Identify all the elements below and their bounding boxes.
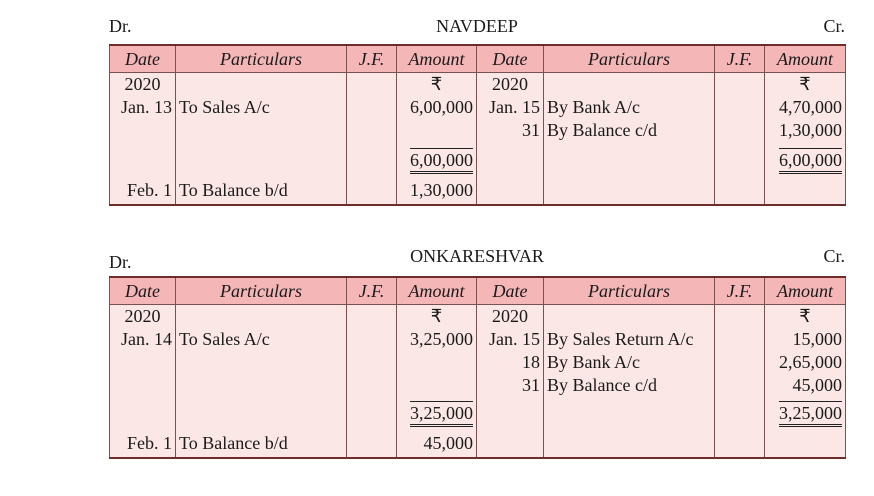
dr-date <box>110 142 176 176</box>
ledger-navdeep <box>109 16 845 206</box>
dr-particulars <box>176 351 347 374</box>
cr-date: 2020 <box>477 73 544 97</box>
cr-particulars <box>544 142 715 176</box>
dr-total: 6,00,000 <box>410 148 473 174</box>
dr-amount <box>397 119 477 142</box>
col-date-dr: Date <box>110 45 176 73</box>
cr-jf <box>715 142 765 176</box>
cr-currency-symbol: ₹ <box>765 305 846 329</box>
dr-total: 3,25,000 <box>410 401 473 427</box>
ledger-table <box>109 276 846 459</box>
col-jf-cr: J.F. <box>715 45 765 73</box>
cr-date <box>477 176 544 205</box>
table-row <box>110 119 846 142</box>
ledger-table <box>109 44 846 206</box>
ledger-header <box>109 246 845 270</box>
cr-date <box>477 397 544 429</box>
dr-total-cell <box>397 397 477 429</box>
col-date-dr: Date <box>110 277 176 305</box>
dr-date: 2020 <box>110 73 176 97</box>
dr-amount <box>397 374 477 397</box>
cr-total: 6,00,000 <box>779 148 842 174</box>
cr-jf <box>715 328 765 351</box>
table-row <box>110 96 846 119</box>
ledger-header <box>109 16 845 40</box>
col-particulars-cr: Particulars <box>544 45 715 73</box>
cr-amount: 1,30,000 <box>765 119 846 142</box>
cr-amount: 45,000 <box>765 374 846 397</box>
cr-particulars <box>544 73 715 97</box>
credit-side-label: Cr. <box>823 16 845 36</box>
dr-jf <box>347 96 397 119</box>
dr-jf <box>347 397 397 429</box>
cr-particulars <box>544 176 715 205</box>
cr-date: 2020 <box>477 305 544 329</box>
table-row <box>110 429 846 458</box>
table-row <box>110 351 846 374</box>
dr-amount: 6,00,000 <box>397 96 477 119</box>
cr-jf <box>715 374 765 397</box>
ledger-onkareshvar <box>109 246 845 459</box>
dr-currency-symbol: ₹ <box>397 73 477 97</box>
cr-date: 31 <box>477 119 544 142</box>
col-particulars-dr: Particulars <box>176 45 347 73</box>
cr-amount: 15,000 <box>765 328 846 351</box>
cr-amount <box>765 176 846 205</box>
total-row <box>110 397 846 429</box>
debit-side-label: Dr. <box>109 252 132 272</box>
table-row <box>110 328 846 351</box>
column-header-row <box>110 45 846 73</box>
cr-particulars: By Sales Return A/c <box>544 328 715 351</box>
dr-date: Feb. 1 <box>110 429 176 458</box>
cr-jf <box>715 351 765 374</box>
credit-side-label: Cr. <box>823 246 845 266</box>
dr-amount: 1,30,000 <box>397 176 477 205</box>
dr-date: 2020 <box>110 305 176 329</box>
cr-date: 18 <box>477 351 544 374</box>
dr-total-cell <box>397 142 477 176</box>
dr-amount <box>397 351 477 374</box>
cr-amount <box>765 429 846 458</box>
dr-jf <box>347 305 397 329</box>
dr-particulars <box>176 305 347 329</box>
cr-total-cell <box>765 397 846 429</box>
col-jf-dr: J.F. <box>347 277 397 305</box>
dr-date: Jan. 14 <box>110 328 176 351</box>
cr-date <box>477 429 544 458</box>
dr-particulars <box>176 73 347 97</box>
col-amount-cr: Amount <box>765 277 846 305</box>
cr-particulars: By Bank A/c <box>544 96 715 119</box>
cr-jf <box>715 176 765 205</box>
cr-date: 31 <box>477 374 544 397</box>
cr-jf <box>715 119 765 142</box>
col-amount-dr: Amount <box>397 277 477 305</box>
dr-date <box>110 397 176 429</box>
dr-jf <box>347 119 397 142</box>
dr-jf <box>347 328 397 351</box>
dr-particulars <box>176 374 347 397</box>
dr-currency-symbol: ₹ <box>397 305 477 329</box>
dr-jf <box>347 73 397 97</box>
cr-particulars: By Balance c/d <box>544 119 715 142</box>
column-header-row <box>110 277 846 305</box>
cr-particulars <box>544 429 715 458</box>
dr-particulars: To Balance b/d <box>176 176 347 205</box>
dr-jf <box>347 351 397 374</box>
dr-jf <box>347 374 397 397</box>
dr-particulars: To Balance b/d <box>176 429 347 458</box>
cr-particulars: By Balance c/d <box>544 374 715 397</box>
cr-particulars <box>544 397 715 429</box>
col-particulars-cr: Particulars <box>544 277 715 305</box>
dr-jf <box>347 142 397 176</box>
cr-jf <box>715 397 765 429</box>
dr-amount: 3,25,000 <box>397 328 477 351</box>
dr-particulars: To Sales A/c <box>176 96 347 119</box>
dr-particulars <box>176 142 347 176</box>
cr-amount: 4,70,000 <box>765 96 846 119</box>
table-row <box>110 176 846 205</box>
cr-total: 3,25,000 <box>779 401 842 427</box>
col-particulars-dr: Particulars <box>176 277 347 305</box>
dr-particulars <box>176 119 347 142</box>
dr-date: Feb. 1 <box>110 176 176 205</box>
table-row <box>110 374 846 397</box>
cr-date <box>477 142 544 176</box>
table-row <box>110 73 846 97</box>
dr-particulars <box>176 397 347 429</box>
cr-currency-symbol: ₹ <box>765 73 846 97</box>
debit-side-label: Dr. <box>109 16 132 36</box>
cr-particulars <box>544 305 715 329</box>
cr-jf <box>715 429 765 458</box>
col-amount-cr: Amount <box>765 45 846 73</box>
cr-total-cell <box>765 142 846 176</box>
dr-particulars: To Sales A/c <box>176 328 347 351</box>
dr-jf <box>347 176 397 205</box>
cr-amount: 2,65,000 <box>765 351 846 374</box>
account-title: ONKARESHVAR <box>410 246 544 266</box>
cr-jf <box>715 305 765 329</box>
col-date-cr: Date <box>477 277 544 305</box>
dr-date <box>110 374 176 397</box>
col-date-cr: Date <box>477 45 544 73</box>
dr-date <box>110 351 176 374</box>
col-jf-dr: J.F. <box>347 45 397 73</box>
cr-jf <box>715 96 765 119</box>
dr-date <box>110 119 176 142</box>
col-jf-cr: J.F. <box>715 277 765 305</box>
cr-date: Jan. 15 <box>477 328 544 351</box>
dr-jf <box>347 429 397 458</box>
table-row <box>110 305 846 329</box>
dr-date: Jan. 13 <box>110 96 176 119</box>
cr-jf <box>715 73 765 97</box>
dr-amount: 45,000 <box>397 429 477 458</box>
account-title: NAVDEEP <box>436 16 518 36</box>
col-amount-dr: Amount <box>397 45 477 73</box>
total-row <box>110 142 846 176</box>
cr-date: Jan. 15 <box>477 96 544 119</box>
cr-particulars: By Bank A/c <box>544 351 715 374</box>
